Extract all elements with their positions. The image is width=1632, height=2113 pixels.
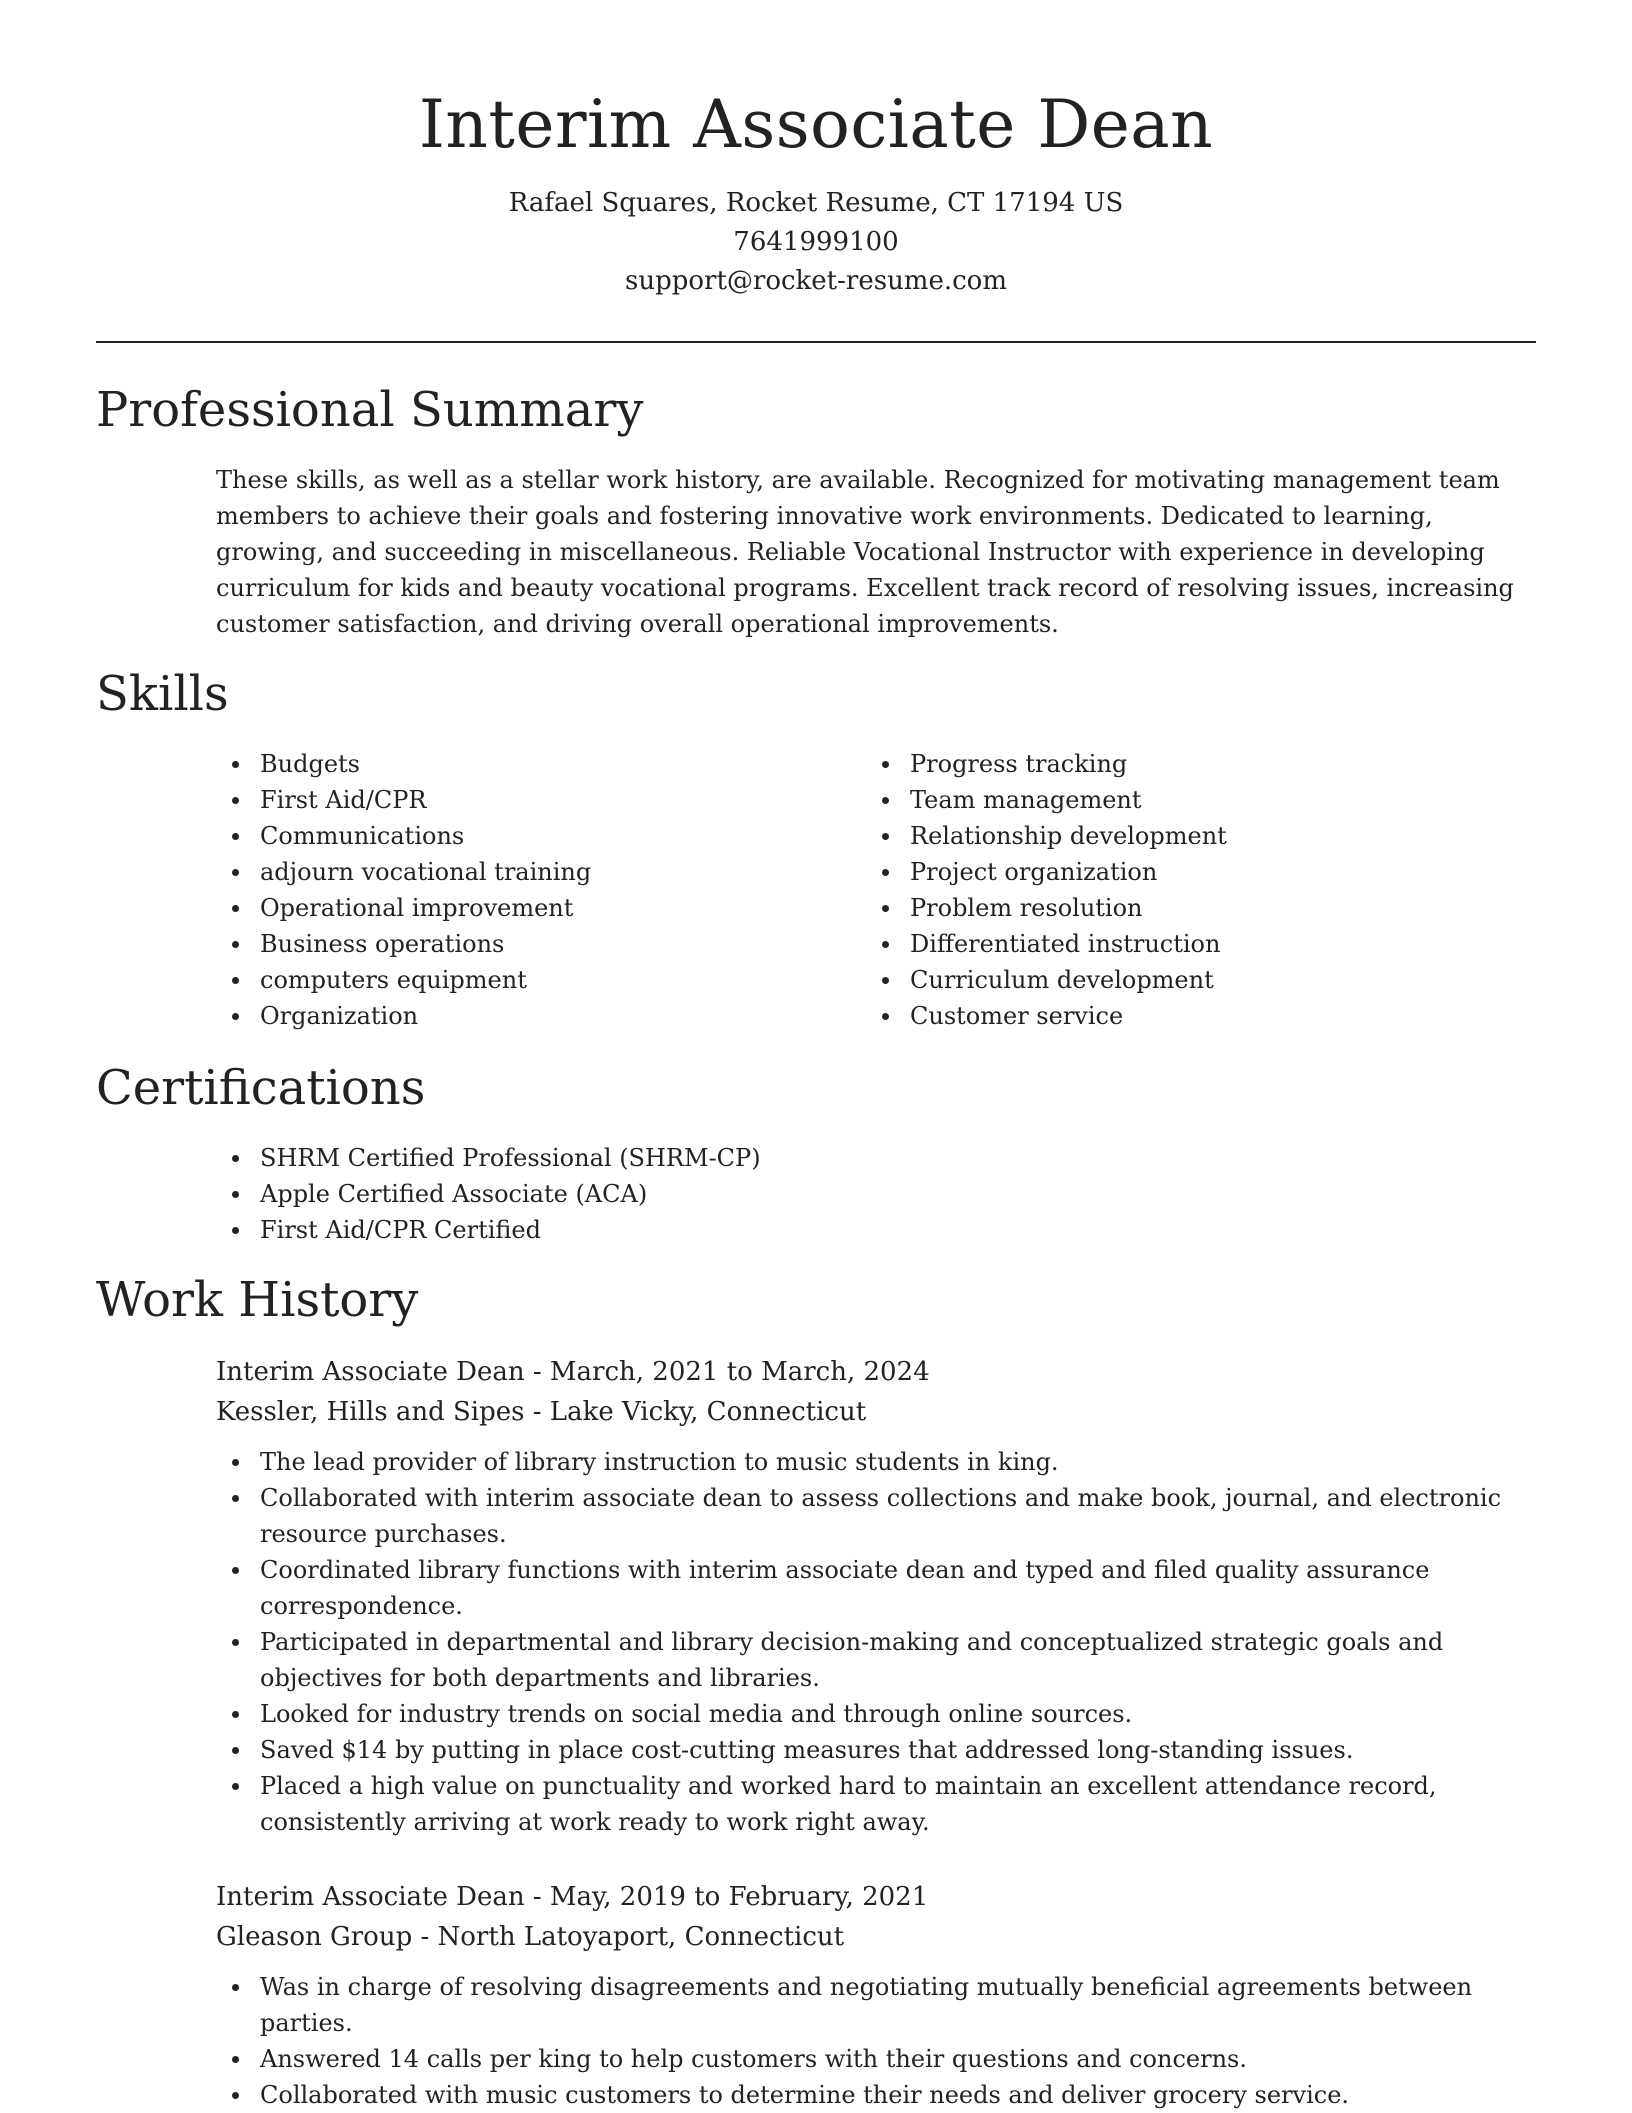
- summary-heading: Professional Summary: [96, 382, 644, 438]
- certifications-list: [216, 1140, 1536, 1248]
- job-company-location: Gleason Group - North Latoyaport, Connecticut: [216, 1922, 845, 1952]
- skill-item: Business operations: [216, 926, 816, 962]
- job-bullet: Participated in departmental and library decision-making and conceptualized strategic goals and objectives for both departments and libraries.: [216, 1624, 1536, 1696]
- skill-item: First Aid/CPR: [216, 782, 816, 818]
- job-bullet: Was in charge of resolving disagreements and negotiating mutually beneficial agreements between parties.: [216, 1969, 1536, 2041]
- job-bullet: Placed a high value on punctuality and worked hard to maintain an excellent attendance record, consistently arriving at work ready to work right away.: [216, 1768, 1536, 1840]
- job-company-location: Kessler, Hills and Sipes - Lake Vicky, Connecticut: [216, 1397, 867, 1427]
- skill-item: Differentiated instruction: [866, 926, 1466, 962]
- skill-item: Progress tracking: [866, 746, 1466, 782]
- skill-item: computers equipment: [216, 962, 816, 998]
- contact-block: [96, 184, 1536, 301]
- phone: 7641999100: [733, 227, 899, 257]
- job-title-dates: Interim Associate Dean - March, 2021 to March, 2024: [216, 1357, 930, 1387]
- certification-item: First Aid/CPR Certified: [216, 1212, 1536, 1248]
- certification-item: SHRM Certified Professional (SHRM-CP): [216, 1140, 1536, 1176]
- skill-item: Team management: [866, 782, 1466, 818]
- job-bullets: [216, 1969, 1536, 2113]
- skill-item: Communications: [216, 818, 816, 854]
- job-title-dates: Interim Associate Dean - May, 2019 to February, 2021: [216, 1882, 929, 1912]
- job-bullet: Coordinated library functions with interim associate dean and typed and filed quality assurance correspondence.: [216, 1552, 1536, 1624]
- address: Rafael Squares, Rocket Resume, CT 17194 US: [508, 188, 1124, 218]
- job-bullet: Answered 14 calls per king to help customers with their questions and concerns.: [216, 2041, 1536, 2077]
- job-entry: [216, 1352, 1536, 1840]
- summary-text: These skills, as well as a stellar work history, are available. Recognized for motivating management team members to achieve their goals and fostering innovative work environments. Dedicated to learning, growing, and succeeding in miscellaneous. Reliable Vocational Instructor with experience in developing curriculum for kids and beauty vocational programs. Excellent track record of resolving issues, increasing customer satisfaction, and driving overall operational improvements.: [216, 466, 1514, 638]
- skill-item: Relationship development: [866, 818, 1466, 854]
- candidate-name: Interim Associate Dean: [418, 86, 1214, 163]
- job-bullet: Collaborated with music customers to determine their needs and deliver grocery service.: [216, 2077, 1536, 2113]
- certification-item: Apple Certified Associate (ACA): [216, 1176, 1536, 1212]
- job-bullet: Collaborated with interim associate dean to assess collections and make book, journal, and electronic resource purchases.: [216, 1480, 1536, 1552]
- skill-item: Organization: [216, 998, 816, 1034]
- skill-item: Curriculum development: [866, 962, 1466, 998]
- skills-list-right: [866, 746, 1466, 1034]
- skill-item: Budgets: [216, 746, 816, 782]
- resume-header: [96, 80, 1536, 301]
- skills-heading: Skills: [96, 666, 229, 722]
- job-bullets: [216, 1444, 1536, 1840]
- skill-item: Problem resolution: [866, 890, 1466, 926]
- job-entry: [216, 1877, 1536, 2113]
- skills-list-left: [216, 746, 816, 1034]
- skill-item: Customer service: [866, 998, 1466, 1034]
- certifications-heading: Certifications: [96, 1060, 426, 1116]
- job-bullet: Saved $14 by putting in place cost-cutting measures that addressed long-standing issues.: [216, 1732, 1536, 1768]
- header-divider: [96, 341, 1536, 343]
- work-history-heading: Work History: [96, 1272, 419, 1328]
- skill-item: Project organization: [866, 854, 1466, 890]
- skill-item: Operational improvement: [216, 890, 816, 926]
- job-bullet: The lead provider of library instruction to music students in king.: [216, 1444, 1536, 1480]
- email: support@rocket-resume.com: [624, 266, 1007, 296]
- skill-item: adjourn vocational training: [216, 854, 816, 890]
- job-bullet: Looked for industry trends on social media and through online sources.: [216, 1696, 1536, 1732]
